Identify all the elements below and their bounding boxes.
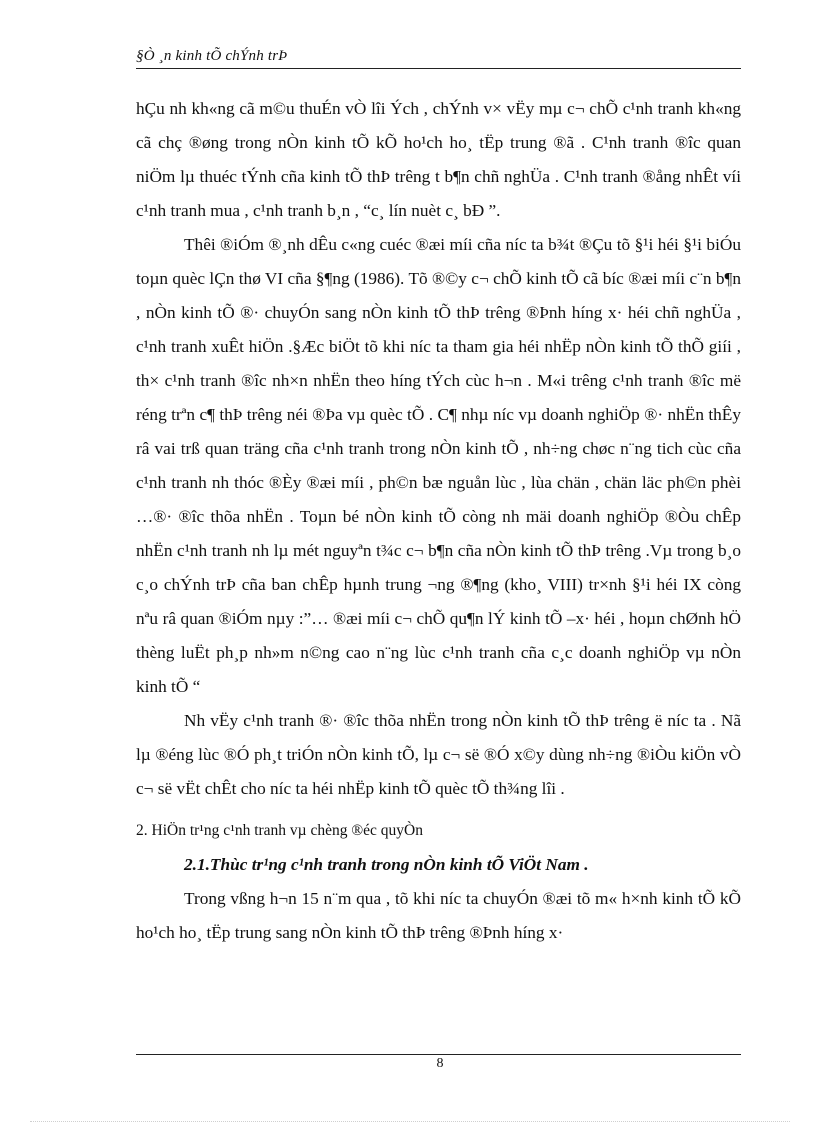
page-bottom-border — [30, 1121, 790, 1122]
paragraph-2: Thêi ®iÓm ®¸nh dÊu c«ng cuéc ®æi míi cña níc ta b¾t ®Çu tõ §¹i héi §¹i biÓu toµn quèc lÇn thø VI cña §¶ng (1986). Tõ ®©y c¬ chÕ kinh tÕ cã bíc ®æi míi c¨n b¶n , nÒn kinh tÕ ®· chuyÓn sang nÒn kinh tÕ thÞ trêng ®Þnh híng x· héi chñ nghÜa , c¹nh tranh xuÊt hiÖn .§Æc biÖt tõ khi níc ta tham gia héi nhËp nÒn kinh tÕ thÕ giíi , th× c¹nh tranh ®îc nh×n nhËn theo híng tÝch cùc h¬n . M«i trêng c¹nh tranh ®îc më réng trªn c¶ thÞ trêng néi ®Þa vµ quèc tÕ . C¶ nhµ níc vµ doanh nghiÖp ®· nhËn thÊy râ vai trß quan träng cña c¹nh tranh trong nÒn kinh tÕ , nh÷ng chøc n¨ng tich cùc cña c¹nh tranh nh thóc ®Èy ®æi míi , ph©n bæ nguån lùc , lùa chän , chän läc ph©n phèi …®· ®îc thõa nhËn . Toµn bé nÒn kinh tÕ còng nh mäi doanh nghiÖp ®Òu chÊp nhËn c¹nh tranh nh lµ mét nguyªn t¾c c¬ b¶n cña nÒn kinh tÕ thÞ trêng .Vµ trong b¸o c¸o chÝnh trÞ cña ban chÊp hµnh trung ¬ng ®¶ng (kho¸ VIII) tr×nh §¹i héi IX còng nªu râ quan ®iÓm nµy :”… ®æi míi c¬ chÕ qu¶n lÝ kinh tÕ –x· héi , hoµn chØnh hÖ thèng luËt ph¸p nh»m n©ng cao n¨ng lùc c¹nh tranh cña c¸c doanh nghiÖp vµ nÒn kinh tÕ “ — [136, 235, 741, 696]
page-number: 8 — [436, 1056, 444, 1071]
header-rule — [136, 68, 741, 69]
paragraph-4: Trong vßng h¬n 15 n¨m qua , tõ khi níc ta chuyÓn ®æi tõ m« h×nh kinh tÕ kÕ ho¹ch ho¸ tËp trung sang nÒn kinh tÕ thÞ trêng ®Þnh híng x· — [136, 889, 741, 942]
running-header: §Ò ¸n kinh tÕ chÝnh trÞ — [136, 48, 288, 64]
subsection-heading: 2.1.Thùc tr¹ng c¹nh tranh trong nÒn kinh tÕ ViÖt Nam . — [184, 855, 589, 874]
document-body — [136, 92, 741, 950]
paragraph-1: hÇu nh kh«ng cã m©u thuÉn vÒ lîi Ých , chÝnh v× vËy mµ c¬ chÕ c¹nh tranh kh«ng cã chç ®øng trong nÒn kinh tÕ kÕ ho¹ch ho¸ tËp trung ®ã . C¹nh tranh ®îc quan niÖm lµ thuéc tÝnh cña kinh tÕ thÞ trêng t b¶n chñ nghÜa . C¹nh tranh ®ång nhÊt víi c¹nh tranh mua , c¹nh tranh b¸n , “c¸ lín nuèt c¸ bÐ ”. — [136, 99, 741, 220]
footer-rule — [136, 1054, 741, 1055]
paragraph-3: Nh vËy c¹nh tranh ®· ®îc thõa nhËn trong nÒn kinh tÕ thÞ trêng ë níc ta . Nã lµ ®éng lùc ®Ó ph¸t triÓn nÒn kinh tÕ, lµ c¬ së ®Ó x©y dùng nh÷ng ®iÒu kiÖn vÒ c¬ së vËt chÊt cho níc ta héi nhËp kinh tÕ quèc tÕ th¾ng lîi . — [136, 711, 741, 798]
section-heading: 2. HiÖn tr¹ng c¹nh tranh vµ chèng ®éc quyÒn — [136, 822, 423, 839]
